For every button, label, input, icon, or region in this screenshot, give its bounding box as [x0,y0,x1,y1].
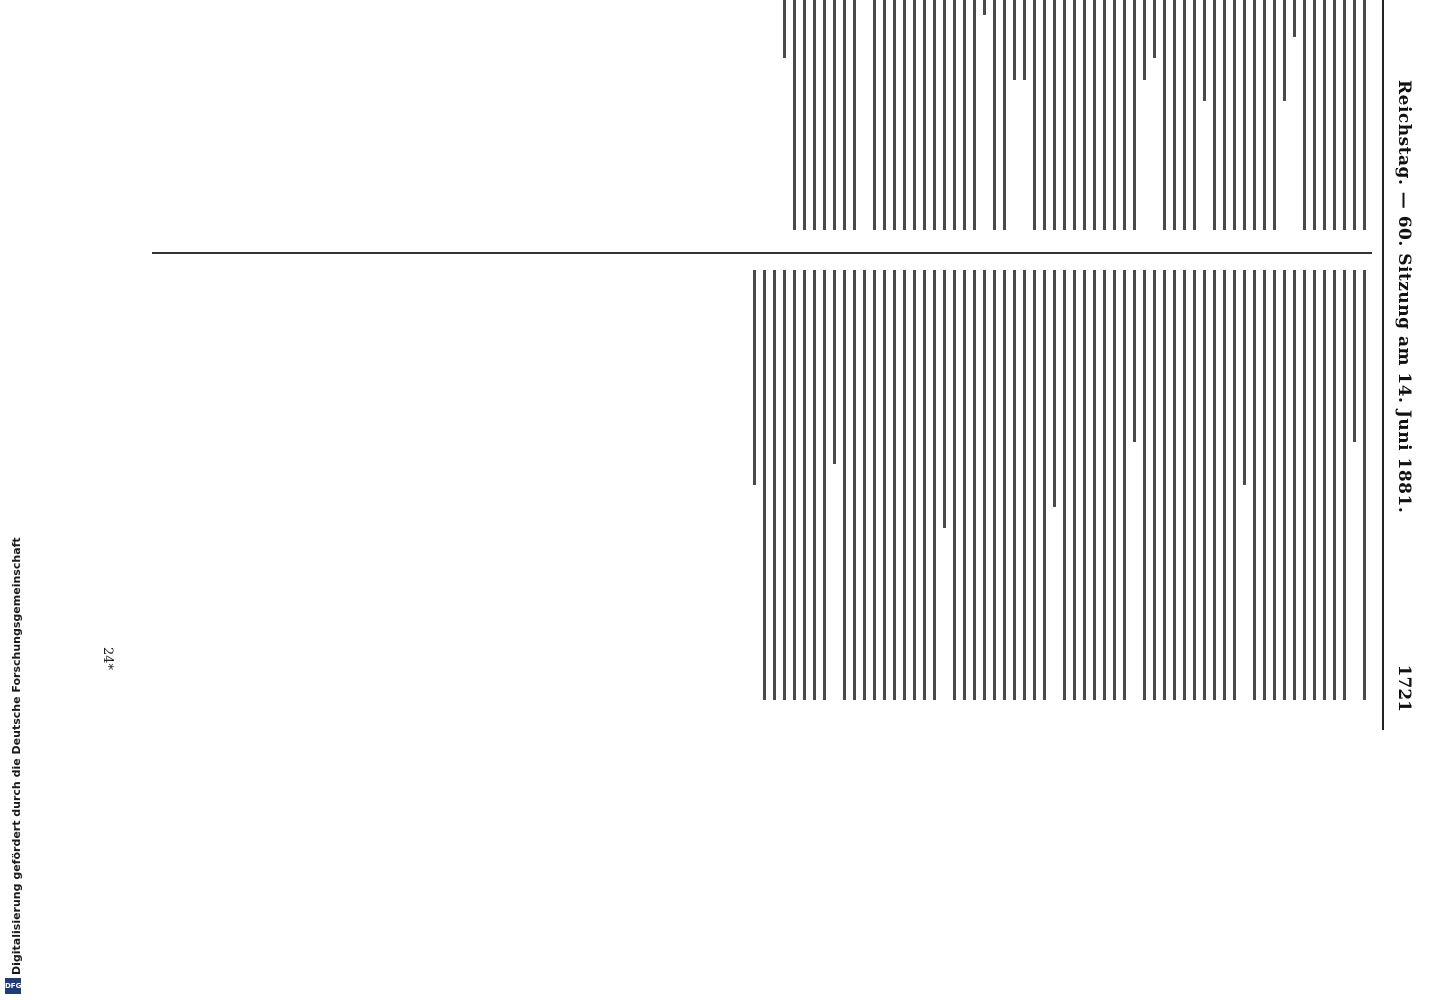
text-block [783,0,1366,230]
signature-mark: 24* [100,646,115,670]
page-number: 1721 [1394,664,1414,712]
dfg-logo-icon: DFG [5,978,21,994]
text-column-right [112,270,1372,700]
text-block [753,270,1366,700]
text-column-left [112,0,1372,230]
credit-text: Digitalisierung gefördert durch die Deutsche Forschungsgemeinschaft [10,537,23,975]
column-divider [152,252,1372,254]
digitization-credit [2,0,24,1000]
header-rule [1382,0,1384,730]
header-title: Reichstag. — 60. Sitzung am 14. Juni 1881. [1394,80,1414,514]
rotated-document-page [80,0,1420,730]
page-header [1380,0,1414,730]
